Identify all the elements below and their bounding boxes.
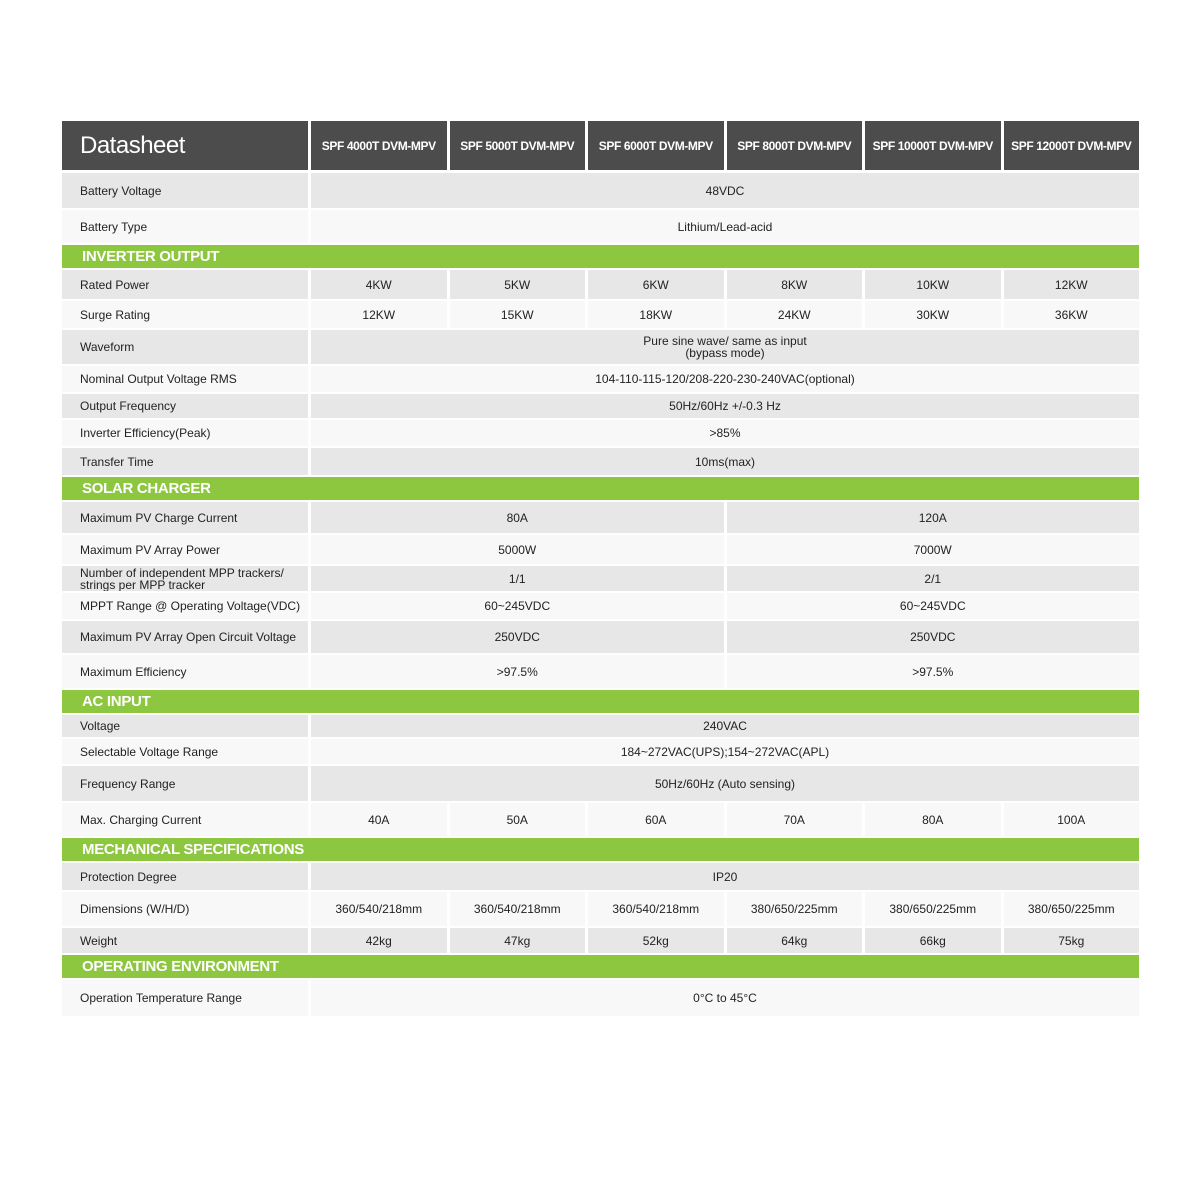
spec-label: Transfer Time bbox=[62, 448, 308, 475]
spec-value: 240VAC bbox=[311, 715, 1139, 737]
spec-label bbox=[62, 566, 308, 591]
datasheet-table bbox=[62, 121, 1139, 1018]
spec-value: 360/540/218mm bbox=[588, 892, 724, 926]
spec-row-surge-rating bbox=[62, 301, 1139, 330]
model-column-header: SPF 8000T DVM-MPV bbox=[727, 121, 863, 170]
spec-value: 50Hz/60Hz (Auto sensing) bbox=[311, 766, 1139, 801]
spec-label: Maximum PV Array Open Circuit Voltage bbox=[62, 621, 308, 653]
spec-value: 250VDC bbox=[311, 621, 724, 653]
spec-value: 8KW bbox=[727, 270, 863, 299]
spec-row-frequency-range bbox=[62, 766, 1139, 803]
spec-label: Nominal Output Voltage RMS bbox=[62, 366, 308, 392]
spec-row-dimensions bbox=[62, 892, 1139, 928]
spec-row-inverter-efficiency bbox=[62, 420, 1139, 448]
spec-label: Protection Degree bbox=[62, 863, 308, 890]
spec-value: 80A bbox=[865, 803, 1001, 836]
spec-value: 104-110-115-120/208-220-230-240VAC(optional) bbox=[311, 366, 1139, 392]
spec-value: 64kg bbox=[727, 928, 863, 953]
spec-value: 18KW bbox=[588, 301, 724, 328]
spec-row-transfer-time bbox=[62, 448, 1139, 477]
spec-row-mppt-range bbox=[62, 593, 1139, 621]
spec-value: IP20 bbox=[311, 863, 1139, 890]
section-header-solar-charger: SOLAR CHARGER bbox=[62, 477, 1139, 502]
spec-value: 60~245VDC bbox=[727, 593, 1140, 619]
spec-value: 10KW bbox=[865, 270, 1001, 299]
spec-label: Waveform bbox=[62, 330, 308, 364]
spec-value-line: (bypass mode) bbox=[685, 346, 765, 360]
spec-value: 360/540/218mm bbox=[450, 892, 586, 926]
spec-label: Rated Power bbox=[62, 270, 308, 299]
spec-value: 120A bbox=[727, 502, 1140, 533]
spec-row-selectable-voltage-range bbox=[62, 739, 1139, 766]
spec-value bbox=[311, 330, 1139, 364]
spec-value: 42kg bbox=[311, 928, 447, 953]
section-header-mechanical: MECHANICAL SPECIFICATIONS bbox=[62, 838, 1139, 863]
spec-value: 50A bbox=[450, 803, 586, 836]
model-column-header: SPF 5000T DVM-MPV bbox=[450, 121, 586, 170]
spec-value: 40A bbox=[311, 803, 447, 836]
spec-label: Inverter Efficiency(Peak) bbox=[62, 420, 308, 446]
spec-label: Maximum Efficiency bbox=[62, 655, 308, 688]
model-column-header: SPF 4000T DVM-MPV bbox=[311, 121, 447, 170]
spec-value: >97.5% bbox=[727, 655, 1140, 688]
spec-value: 48VDC bbox=[311, 173, 1139, 208]
spec-label: Dimensions (W/H/D) bbox=[62, 892, 308, 926]
spec-label: Operation Temperature Range bbox=[62, 980, 308, 1016]
spec-value: 2/1 bbox=[727, 566, 1140, 591]
spec-value: Lithium/Lead-acid bbox=[311, 210, 1139, 243]
model-column-header: SPF 12000T DVM-MPV bbox=[1004, 121, 1140, 170]
spec-value: 100A bbox=[1004, 803, 1140, 836]
spec-value: 47kg bbox=[450, 928, 586, 953]
spec-value: 5KW bbox=[450, 270, 586, 299]
spec-row-weight bbox=[62, 928, 1139, 955]
spec-value: 60~245VDC bbox=[311, 593, 724, 619]
spec-label: MPPT Range @ Operating Voltage(VDC) bbox=[62, 593, 308, 619]
spec-row-nominal-voltage bbox=[62, 366, 1139, 394]
spec-row-rated-power bbox=[62, 270, 1139, 301]
spec-value: 60A bbox=[588, 803, 724, 836]
spec-row-battery-type bbox=[62, 210, 1139, 245]
spec-value-line: Pure sine wave/ same as input bbox=[643, 334, 807, 348]
spec-row-pv-array-power bbox=[62, 535, 1139, 566]
spec-label: Max. Charging Current bbox=[62, 803, 308, 836]
spec-value: 36KW bbox=[1004, 301, 1140, 328]
spec-value: 0°C to 45°C bbox=[311, 980, 1139, 1016]
spec-label-line: Number of independent MPP trackers/ bbox=[80, 566, 284, 580]
spec-value: 380/650/225mm bbox=[865, 892, 1001, 926]
spec-row-mpp-trackers bbox=[62, 566, 1139, 593]
spec-value: 15KW bbox=[450, 301, 586, 328]
spec-row-temperature-range bbox=[62, 980, 1139, 1018]
spec-value: 10ms(max) bbox=[311, 448, 1139, 475]
spec-value: 1/1 bbox=[311, 566, 724, 591]
spec-value: 24KW bbox=[727, 301, 863, 328]
spec-value: 380/650/225mm bbox=[727, 892, 863, 926]
spec-label: Battery Type bbox=[62, 210, 308, 243]
spec-value: 184~272VAC(UPS);154~272VAC(APL) bbox=[311, 739, 1139, 764]
spec-value: 250VDC bbox=[727, 621, 1140, 653]
spec-row-pv-charge-current bbox=[62, 502, 1139, 535]
spec-value: 52kg bbox=[588, 928, 724, 953]
spec-label-line: strings per MPP tracker bbox=[80, 577, 206, 591]
spec-label: Voltage bbox=[62, 715, 308, 737]
spec-value: 4KW bbox=[311, 270, 447, 299]
spec-label: Battery Voltage bbox=[62, 173, 308, 208]
spec-label: Maximum PV Charge Current bbox=[62, 502, 308, 533]
spec-value: >85% bbox=[311, 420, 1139, 446]
spec-label: Selectable Voltage Range bbox=[62, 739, 308, 764]
spec-row-waveform bbox=[62, 330, 1139, 366]
model-column-header: SPF 6000T DVM-MPV bbox=[588, 121, 724, 170]
spec-label: Maximum PV Array Power bbox=[62, 535, 308, 564]
spec-row-protection-degree bbox=[62, 863, 1139, 892]
spec-row-max-charging-current bbox=[62, 803, 1139, 838]
spec-value: 50Hz/60Hz +/-0.3 Hz bbox=[311, 394, 1139, 418]
spec-value: 80A bbox=[311, 502, 724, 533]
datasheet-title: Datasheet bbox=[62, 121, 308, 170]
spec-value: 5000W bbox=[311, 535, 724, 564]
table-header-row bbox=[62, 121, 1139, 173]
section-header-inverter-output: INVERTER OUTPUT bbox=[62, 245, 1139, 270]
spec-row-open-circuit-voltage bbox=[62, 621, 1139, 655]
spec-value: 12KW bbox=[1004, 270, 1140, 299]
spec-value: 380/650/225mm bbox=[1004, 892, 1140, 926]
spec-value: 70A bbox=[727, 803, 863, 836]
spec-value: 6KW bbox=[588, 270, 724, 299]
spec-value: 66kg bbox=[865, 928, 1001, 953]
spec-label: Output Frequency bbox=[62, 394, 308, 418]
spec-row-output-frequency bbox=[62, 394, 1139, 420]
spec-row-voltage bbox=[62, 715, 1139, 739]
spec-value: 12KW bbox=[311, 301, 447, 328]
spec-value: >97.5% bbox=[311, 655, 724, 688]
model-column-header: SPF 10000T DVM-MPV bbox=[865, 121, 1001, 170]
section-header-ac-input: AC INPUT bbox=[62, 690, 1139, 715]
spec-label: Surge Rating bbox=[62, 301, 308, 328]
spec-value: 360/540/218mm bbox=[311, 892, 447, 926]
spec-value: 7000W bbox=[727, 535, 1140, 564]
spec-value: 30KW bbox=[865, 301, 1001, 328]
section-header-operating-environment: OPERATING ENVIRONMENT bbox=[62, 955, 1139, 980]
spec-label: Weight bbox=[62, 928, 308, 953]
spec-label: Frequency Range bbox=[62, 766, 308, 801]
spec-value: 75kg bbox=[1004, 928, 1140, 953]
spec-row-battery-voltage bbox=[62, 173, 1139, 210]
spec-row-max-efficiency bbox=[62, 655, 1139, 690]
